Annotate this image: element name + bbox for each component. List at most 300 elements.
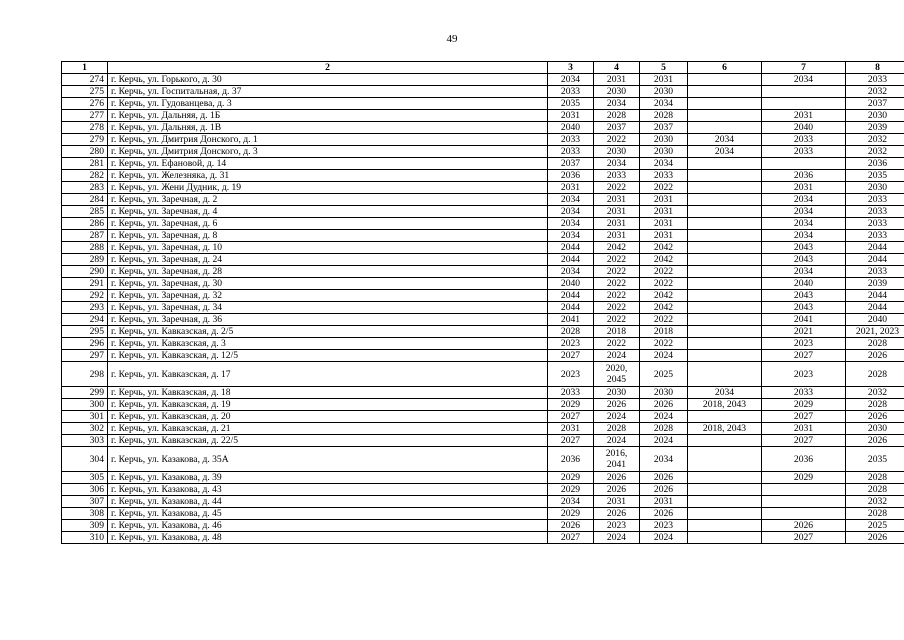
row-number-cell: 285 [62, 206, 108, 218]
col-4-cell: 2034 [594, 158, 640, 170]
address-cell: г. Керчь, ул. Ефановой, д. 14 [108, 158, 548, 170]
col-8-cell: 2032 [846, 134, 904, 146]
table-row [62, 338, 904, 350]
table-row [62, 423, 904, 435]
col-8-cell: 2025 [846, 520, 904, 532]
row-number-cell: 287 [62, 230, 108, 242]
col-3-cell: 2029 [548, 508, 594, 520]
col-7-cell: 2031 [762, 182, 846, 194]
col-3-cell: 2040 [548, 122, 594, 134]
col-8-cell: 2044 [846, 242, 904, 254]
address-cell: г. Керчь, ул. Казакова, д. 46 [108, 520, 548, 532]
col-7-cell: 2043 [762, 290, 846, 302]
header-col-2: 2 [108, 62, 548, 74]
col-3-cell: 2027 [548, 350, 594, 362]
col-7-cell: 2033 [762, 134, 846, 146]
address-cell: г. Керчь, ул. Казакова, д. 44 [108, 496, 548, 508]
col-4-cell: 2028 [594, 423, 640, 435]
col-7-cell: 2031 [762, 423, 846, 435]
row-number-cell: 280 [62, 146, 108, 158]
col-5-cell: 2042 [640, 242, 688, 254]
col-5-cell: 2031 [640, 206, 688, 218]
col-4-cell: 2022 [594, 290, 640, 302]
col-5-cell: 2033 [640, 170, 688, 182]
col-6-cell [688, 266, 762, 278]
row-number-cell: 289 [62, 254, 108, 266]
col-4-cell: 2020, 2045 [594, 362, 640, 387]
col-7-cell: 2026 [762, 520, 846, 532]
table-row [62, 230, 904, 242]
col-8-cell: 2026 [846, 350, 904, 362]
address-cell: г. Керчь, ул. Кавказская, д. 3 [108, 338, 548, 350]
col-6-cell [688, 484, 762, 496]
col-5-cell: 2022 [640, 278, 688, 290]
col-8-cell: 2033 [846, 266, 904, 278]
col-5-cell: 2037 [640, 122, 688, 134]
table-row [62, 314, 904, 326]
col-4-cell: 2034 [594, 98, 640, 110]
col-3-cell: 2034 [548, 496, 594, 508]
col-4-cell: 2022 [594, 182, 640, 194]
col-3-cell: 2031 [548, 423, 594, 435]
col-3-cell: 2034 [548, 74, 594, 86]
col-7-cell: 2040 [762, 278, 846, 290]
row-number-cell: 278 [62, 122, 108, 134]
col-6-cell: 2018, 2043 [688, 399, 762, 411]
col-5-cell: 2031 [640, 194, 688, 206]
table-body [62, 74, 904, 544]
address-cell: г. Керчь, ул. Заречная, д. 30 [108, 278, 548, 290]
row-number-cell: 275 [62, 86, 108, 98]
col-7-cell: 2021 [762, 326, 846, 338]
header-col-1: 1 [62, 62, 108, 74]
row-number-cell: 293 [62, 302, 108, 314]
col-6-cell [688, 74, 762, 86]
address-cell: г. Керчь, ул. Казакова, д. 39 [108, 472, 548, 484]
table-row [62, 399, 904, 411]
col-5-cell: 2031 [640, 496, 688, 508]
col-7-cell: 2034 [762, 266, 846, 278]
table-row [62, 194, 904, 206]
col-5-cell: 2030 [640, 387, 688, 399]
address-cell: г. Керчь, ул. Дальняя, д. 1В [108, 122, 548, 134]
col-7-cell: 2031 [762, 110, 846, 122]
table-row [62, 411, 904, 423]
col-5-cell: 2034 [640, 98, 688, 110]
row-number-cell: 282 [62, 170, 108, 182]
col-4-cell: 2024 [594, 435, 640, 447]
address-cell: г. Керчь, ул. Казакова, д. 35А [108, 447, 548, 472]
col-6-cell [688, 158, 762, 170]
table-row [62, 435, 904, 447]
col-7-cell: 2027 [762, 350, 846, 362]
col-8-cell: 2032 [846, 387, 904, 399]
row-number-cell: 306 [62, 484, 108, 496]
col-3-cell: 2034 [548, 230, 594, 242]
table-row [62, 74, 904, 86]
col-6-cell [688, 314, 762, 326]
col-6-cell [688, 472, 762, 484]
col-6-cell [688, 326, 762, 338]
col-6-cell: 2018, 2043 [688, 423, 762, 435]
housing-repair-schedule-table [61, 61, 904, 544]
address-cell: г. Керчь, ул. Казакова, д. 48 [108, 532, 548, 544]
row-number-cell: 292 [62, 290, 108, 302]
col-7-cell [762, 484, 846, 496]
col-4-cell: 2024 [594, 532, 640, 544]
table-row [62, 122, 904, 134]
col-8-cell: 2039 [846, 278, 904, 290]
col-8-cell: 2033 [846, 206, 904, 218]
col-4-cell: 2016, 2041 [594, 447, 640, 472]
col-4-cell: 2028 [594, 110, 640, 122]
col-4-cell: 2031 [594, 496, 640, 508]
address-cell: г. Керчь, ул. Кавказская, д. 12/5 [108, 350, 548, 362]
address-cell: г. Керчь, ул. Заречная, д. 36 [108, 314, 548, 326]
col-7-cell: 2027 [762, 435, 846, 447]
col-4-cell: 2022 [594, 278, 640, 290]
col-8-cell: 2021, 2023 [846, 326, 904, 338]
address-cell: г. Керчь, ул. Заречная, д. 8 [108, 230, 548, 242]
col-8-cell: 2037 [846, 98, 904, 110]
address-cell: г. Керчь, ул. Жени Дудник, д. 19 [108, 182, 548, 194]
row-number-cell: 283 [62, 182, 108, 194]
col-6-cell [688, 242, 762, 254]
address-cell: г. Керчь, ул. Заречная, д. 4 [108, 206, 548, 218]
col-8-cell: 2028 [846, 338, 904, 350]
address-cell: г. Керчь, ул. Казакова, д. 45 [108, 508, 548, 520]
col-5-cell: 2030 [640, 86, 688, 98]
col-4-cell: 2033 [594, 170, 640, 182]
col-6-cell [688, 411, 762, 423]
col-4-cell: 2026 [594, 484, 640, 496]
row-number-cell: 276 [62, 98, 108, 110]
col-3-cell: 2044 [548, 302, 594, 314]
table-row [62, 206, 904, 218]
col-7-cell: 2034 [762, 194, 846, 206]
col-5-cell: 2028 [640, 423, 688, 435]
col-3-cell: 2028 [548, 326, 594, 338]
table-row [62, 158, 904, 170]
col-4-cell: 2026 [594, 508, 640, 520]
row-number-cell: 281 [62, 158, 108, 170]
table-row [62, 496, 904, 508]
row-number-cell: 277 [62, 110, 108, 122]
col-3-cell: 2044 [548, 254, 594, 266]
col-6-cell [688, 350, 762, 362]
col-4-cell: 2030 [594, 86, 640, 98]
col-3-cell: 2029 [548, 472, 594, 484]
table-row [62, 447, 904, 472]
row-number-cell: 297 [62, 350, 108, 362]
col-5-cell: 2031 [640, 74, 688, 86]
col-8-cell: 2028 [846, 472, 904, 484]
col-3-cell: 2034 [548, 194, 594, 206]
col-5-cell: 2042 [640, 302, 688, 314]
col-3-cell: 2034 [548, 218, 594, 230]
col-6-cell [688, 520, 762, 532]
row-number-cell: 300 [62, 399, 108, 411]
col-5-cell: 2024 [640, 350, 688, 362]
col-8-cell: 2033 [846, 74, 904, 86]
col-5-cell: 2031 [640, 218, 688, 230]
col-5-cell: 2042 [640, 254, 688, 266]
col-7-cell: 2043 [762, 242, 846, 254]
col-5-cell: 2030 [640, 134, 688, 146]
table-row [62, 146, 904, 158]
table-row [62, 302, 904, 314]
table-row [62, 242, 904, 254]
table-row [62, 362, 904, 387]
col-8-cell: 2033 [846, 230, 904, 242]
col-7-cell: 2033 [762, 146, 846, 158]
table-row [62, 290, 904, 302]
col-6-cell [688, 496, 762, 508]
header-col-6: 6 [688, 62, 762, 74]
col-3-cell: 2023 [548, 338, 594, 350]
header-col-8: 8 [846, 62, 904, 74]
table-row [62, 182, 904, 194]
col-7-cell: 2027 [762, 532, 846, 544]
table-row [62, 170, 904, 182]
address-cell: г. Керчь, ул. Железняка, д. 31 [108, 170, 548, 182]
col-4-cell: 2042 [594, 242, 640, 254]
col-7-cell: 2040 [762, 122, 846, 134]
col-8-cell: 2030 [846, 110, 904, 122]
address-cell: г. Керчь, ул. Дальняя, д. 1Б [108, 110, 548, 122]
address-cell: г. Керчь, ул. Заречная, д. 34 [108, 302, 548, 314]
header-col-4: 4 [594, 62, 640, 74]
col-8-cell: 2039 [846, 122, 904, 134]
address-cell: г. Керчь, ул. Госпитальная, д. 37 [108, 86, 548, 98]
row-number-cell: 294 [62, 314, 108, 326]
col-8-cell: 2044 [846, 254, 904, 266]
col-8-cell: 2028 [846, 362, 904, 387]
col-4-cell: 2022 [594, 302, 640, 314]
col-3-cell: 2037 [548, 158, 594, 170]
col-8-cell: 2032 [846, 146, 904, 158]
col-8-cell: 2026 [846, 532, 904, 544]
col-3-cell: 2034 [548, 206, 594, 218]
col-7-cell [762, 158, 846, 170]
col-4-cell: 2031 [594, 194, 640, 206]
col-6-cell [688, 508, 762, 520]
table-row [62, 350, 904, 362]
col-5-cell: 2034 [640, 158, 688, 170]
col-3-cell: 2044 [548, 290, 594, 302]
col-5-cell: 2026 [640, 472, 688, 484]
col-8-cell: 2030 [846, 182, 904, 194]
address-cell: г. Керчь, ул. Казакова, д. 43 [108, 484, 548, 496]
col-6-cell [688, 362, 762, 387]
address-cell: г. Керчь, ул. Кавказская, д. 17 [108, 362, 548, 387]
row-number-cell: 308 [62, 508, 108, 520]
col-3-cell: 2033 [548, 146, 594, 158]
col-5-cell: 2026 [640, 399, 688, 411]
col-4-cell: 2037 [594, 122, 640, 134]
col-6-cell: 2034 [688, 146, 762, 158]
header-col-3: 3 [548, 62, 594, 74]
col-7-cell: 2043 [762, 254, 846, 266]
col-5-cell: 2022 [640, 182, 688, 194]
col-7-cell: 2041 [762, 314, 846, 326]
col-8-cell: 2040 [846, 314, 904, 326]
col-5-cell: 2018 [640, 326, 688, 338]
col-7-cell [762, 98, 846, 110]
col-8-cell: 2030 [846, 423, 904, 435]
page-number: 49 [446, 33, 458, 45]
col-4-cell: 2031 [594, 218, 640, 230]
row-number-cell: 303 [62, 435, 108, 447]
col-8-cell: 2028 [846, 484, 904, 496]
table-row [62, 472, 904, 484]
col-6-cell [688, 302, 762, 314]
table-row [62, 218, 904, 230]
col-7-cell: 2034 [762, 74, 846, 86]
row-number-cell: 284 [62, 194, 108, 206]
col-8-cell: 2033 [846, 194, 904, 206]
table-row [62, 326, 904, 338]
table-row [62, 484, 904, 496]
col-3-cell: 2034 [548, 266, 594, 278]
col-7-cell: 2027 [762, 411, 846, 423]
col-7-cell: 2034 [762, 206, 846, 218]
col-6-cell [688, 338, 762, 350]
col-5-cell: 2028 [640, 110, 688, 122]
row-number-cell: 296 [62, 338, 108, 350]
col-5-cell: 2031 [640, 230, 688, 242]
col-7-cell: 2036 [762, 447, 846, 472]
col-8-cell: 2028 [846, 508, 904, 520]
col-3-cell: 2040 [548, 278, 594, 290]
row-number-cell: 309 [62, 520, 108, 532]
row-number-cell: 299 [62, 387, 108, 399]
col-3-cell: 2036 [548, 170, 594, 182]
col-3-cell: 2029 [548, 399, 594, 411]
col-8-cell: 2033 [846, 218, 904, 230]
address-cell: г. Керчь, ул. Гудованцева, д. 3 [108, 98, 548, 110]
col-6-cell [688, 122, 762, 134]
col-8-cell: 2028 [846, 399, 904, 411]
col-5-cell: 2034 [640, 447, 688, 472]
col-3-cell: 2033 [548, 134, 594, 146]
col-8-cell: 2036 [846, 158, 904, 170]
table-row [62, 532, 904, 544]
col-5-cell: 2026 [640, 484, 688, 496]
col-7-cell: 2043 [762, 302, 846, 314]
col-8-cell: 2044 [846, 290, 904, 302]
col-4-cell: 2022 [594, 338, 640, 350]
col-4-cell: 2024 [594, 350, 640, 362]
header-col-5: 5 [640, 62, 688, 74]
address-cell: г. Керчь, ул. Дмитрия Донского, д. 3 [108, 146, 548, 158]
col-7-cell [762, 508, 846, 520]
col-5-cell: 2022 [640, 314, 688, 326]
col-8-cell: 2032 [846, 496, 904, 508]
table-row [62, 86, 904, 98]
col-3-cell: 2026 [548, 520, 594, 532]
table-row [62, 508, 904, 520]
col-3-cell: 2031 [548, 182, 594, 194]
col-6-cell [688, 206, 762, 218]
col-7-cell [762, 496, 846, 508]
col-3-cell: 2033 [548, 387, 594, 399]
col-8-cell: 2032 [846, 86, 904, 98]
col-4-cell: 2022 [594, 134, 640, 146]
table-row [62, 254, 904, 266]
table-row [62, 520, 904, 532]
col-5-cell: 2022 [640, 338, 688, 350]
row-number-cell: 286 [62, 218, 108, 230]
col-5-cell: 2030 [640, 146, 688, 158]
header-col-7: 7 [762, 62, 846, 74]
col-3-cell: 2027 [548, 435, 594, 447]
col-4-cell: 2031 [594, 74, 640, 86]
col-6-cell [688, 230, 762, 242]
row-number-cell: 301 [62, 411, 108, 423]
address-cell: г. Керчь, ул. Горького, д. 30 [108, 74, 548, 86]
col-6-cell [688, 218, 762, 230]
col-6-cell [688, 86, 762, 98]
col-6-cell: 2034 [688, 134, 762, 146]
col-7-cell: 2034 [762, 218, 846, 230]
col-3-cell: 2029 [548, 484, 594, 496]
col-7-cell [762, 86, 846, 98]
address-cell: г. Керчь, ул. Заречная, д. 24 [108, 254, 548, 266]
address-cell: г. Керчь, ул. Заречная, д. 32 [108, 290, 548, 302]
row-number-cell: 295 [62, 326, 108, 338]
col-8-cell: 2035 [846, 447, 904, 472]
row-number-cell: 279 [62, 134, 108, 146]
col-4-cell: 2022 [594, 314, 640, 326]
col-7-cell: 2033 [762, 387, 846, 399]
table-row [62, 278, 904, 290]
col-6-cell [688, 182, 762, 194]
col-3-cell: 2031 [548, 110, 594, 122]
col-7-cell: 2036 [762, 170, 846, 182]
col-3-cell: 2033 [548, 86, 594, 98]
col-4-cell: 2023 [594, 520, 640, 532]
col-7-cell: 2023 [762, 338, 846, 350]
col-5-cell: 2022 [640, 266, 688, 278]
address-cell: г. Керчь, ул. Кавказская, д. 21 [108, 423, 548, 435]
address-cell: г. Керчь, ул. Кавказская, д. 18 [108, 387, 548, 399]
col-6-cell [688, 532, 762, 544]
address-cell: г. Керчь, ул. Заречная, д. 10 [108, 242, 548, 254]
row-number-cell: 310 [62, 532, 108, 544]
address-cell: г. Керчь, ул. Кавказская, д. 2/5 [108, 326, 548, 338]
address-cell: г. Керчь, ул. Кавказская, д. 20 [108, 411, 548, 423]
col-4-cell: 2026 [594, 472, 640, 484]
col-5-cell: 2024 [640, 532, 688, 544]
row-number-cell: 291 [62, 278, 108, 290]
col-3-cell: 2023 [548, 362, 594, 387]
col-4-cell: 2031 [594, 206, 640, 218]
row-number-cell: 290 [62, 266, 108, 278]
col-8-cell: 2035 [846, 170, 904, 182]
col-7-cell: 2023 [762, 362, 846, 387]
address-cell: г. Керчь, ул. Кавказская, д. 22/5 [108, 435, 548, 447]
col-5-cell: 2042 [640, 290, 688, 302]
col-6-cell [688, 447, 762, 472]
col-4-cell: 2030 [594, 387, 640, 399]
col-6-cell [688, 110, 762, 122]
col-3-cell: 2027 [548, 532, 594, 544]
col-5-cell: 2023 [640, 520, 688, 532]
col-7-cell: 2034 [762, 230, 846, 242]
col-7-cell: 2029 [762, 472, 846, 484]
table-row [62, 387, 904, 399]
